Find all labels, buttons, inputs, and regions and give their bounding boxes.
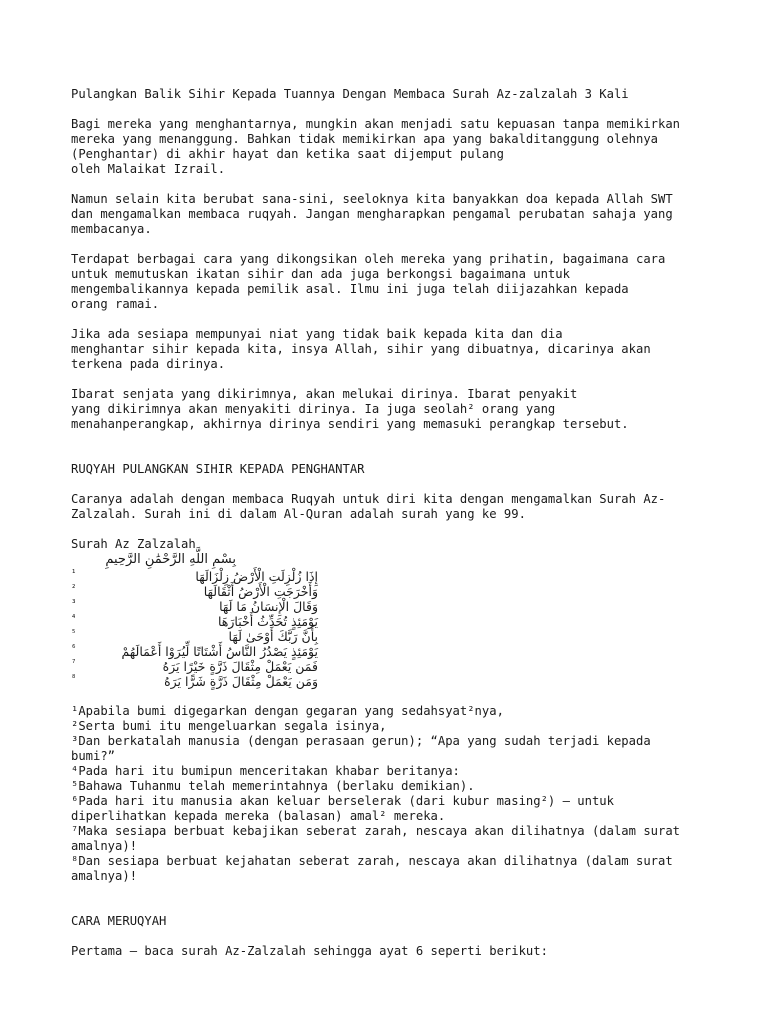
translation-line: diperlihatkan kepada mereka (balasan) amal² mereka. xyxy=(71,809,446,823)
paragraph-line: untuk memutuskan ikatan sihir dan ada juga berkongsi bagaimana untuk xyxy=(71,267,570,281)
paragraph-line: Ibarat senjata yang dikirimnya, akan melukai dirinya. Ibarat penyakit xyxy=(71,387,578,401)
verse-number: ² xyxy=(71,584,77,594)
paragraph-line: yang dikirimnya akan menyakiti dirinya. Ia juga seolah² orang yang xyxy=(71,402,556,416)
paragraph-line: Jika ada sesiapa mempunyai niat yang tidak baik kepada kita dan dia xyxy=(71,327,563,341)
paragraph-4 xyxy=(71,327,711,372)
verse-row xyxy=(71,629,711,644)
translation-line: ⁶Pada hari itu manusia akan keluar berselerak (dari kubur masing²) – untuk xyxy=(71,794,614,808)
paragraph-line: orang ramai. xyxy=(71,297,160,311)
translation-line: ⁷Maka sesiapa berbuat kebajikan seberat zarah, nescaya akan dilihatnya (dalam surat xyxy=(71,824,681,838)
arabic-verses xyxy=(71,569,711,689)
paragraph-2 xyxy=(71,192,711,237)
verse-number: ⁸ xyxy=(71,674,77,684)
verse-arabic-text: يَوْمَئِذٍ يَصْدُرُ النَّاسُ أَشْتَاتًا لِّيُرَوْا أَعْمَالَهُمْ xyxy=(121,644,318,659)
verse-number: ¹ xyxy=(71,569,77,579)
paragraph-line: menahanperangkap, akhirnya dirinya sendiri yang memasuki perangkap tersebut. xyxy=(71,417,629,431)
verse-arabic-text: إِذَا زُلْزِلَتِ الْأَرْضُ زِلْزَالَهَا xyxy=(195,569,318,584)
section-intro xyxy=(71,492,711,522)
document-body xyxy=(71,87,711,959)
paragraph-line: Caranya adalah dengan membaca Ruqyah untuk diri kita dengan mengamalkan Surah Az- xyxy=(71,492,666,506)
translation-line: ⁵Bahawa Tuhanmu telah memerintahnya (berlaku demikian). xyxy=(71,779,475,793)
document-title: Pulangkan Balik Sihir Kepada Tuannya Dengan Membaca Surah Az-zalzalah 3 Kali xyxy=(71,87,629,101)
translation-block xyxy=(71,704,711,884)
verse-arabic-text: بِأَنَّ رَبَّكَ أَوْحَىٰ لَهَا xyxy=(228,629,318,644)
verse-number: ⁷ xyxy=(71,659,77,669)
verse-number: ⁴ xyxy=(71,614,77,624)
paragraph-line: mengembalikannya kepada pemilik asal. Ilmu ini juga telah diijazahkan kepada xyxy=(71,282,629,296)
bismillah-line xyxy=(71,552,711,569)
paragraph-line: Bagi mereka yang menghantarnya, mungkin akan menjadi satu kepuasan tanpa memikirkan xyxy=(71,117,681,131)
translation-line: amalnya)! xyxy=(71,839,138,853)
bismillah-text: بِسْمِ اللَّهِ الرَّحْمَٰنِ الرَّحِيمِ xyxy=(105,552,236,567)
verse-arabic-text: وَقَالَ الْإِنسَانُ مَا لَهَا xyxy=(219,599,318,614)
translation-line: ²Serta bumi itu mengeluarkan segala isinya, xyxy=(71,719,387,733)
paragraph-line: dan mengamalkan membaca ruqyah. Jangan mengharapkan pengamal perubatan sahaja yang xyxy=(71,207,673,221)
paragraph-line: membacanya. xyxy=(71,222,152,236)
section-heading-cara-meruqyah: CARA MERUQYAH xyxy=(71,914,167,928)
verse-row xyxy=(71,614,711,629)
verse-arabic-text: يَوْمَئِذٍ تُحَدِّثُ أَخْبَارَهَا xyxy=(217,614,318,629)
paragraph-line: Namun selain kita berubat sana-sini, seeloknya kita banyakkan doa kepada Allah SWT xyxy=(71,192,673,206)
paragraph-line: oleh Malaikat Izrail. xyxy=(71,162,226,176)
paragraph-5 xyxy=(71,387,711,432)
translation-line: amalnya)! xyxy=(71,869,138,883)
paragraph-line: terkena pada dirinya. xyxy=(71,357,226,371)
paragraph-1 xyxy=(71,117,711,177)
surah-title: Surah Az Zalzalah xyxy=(71,537,196,551)
paragraph-line: Terdapat berbagai cara yang dikongsikan oleh mereka yang prihatin, bagaimana cara xyxy=(71,252,666,266)
section-heading-ruqyah: RUQYAH PULANGKAN SIHIR KEPADA PENGHANTAR xyxy=(71,462,365,476)
paragraph-line: (Penghantar) di akhir hayat dan ketika saat dijemput pulang xyxy=(71,147,504,161)
verse-row xyxy=(71,569,711,584)
verse-row xyxy=(71,644,711,659)
translation-line: ⁴Pada hari itu bumipun menceritakan khabar beritanya: xyxy=(71,764,460,778)
verse-number: ⁵ xyxy=(71,629,77,639)
verse-row xyxy=(71,674,711,689)
verse-arabic-text: وَمَن يَعْمَلْ مِثْقَالَ ذَرَّةٍ شَرًّا يَرَهُ xyxy=(164,674,318,689)
paragraph-3 xyxy=(71,252,711,312)
verse-number: ³ xyxy=(71,599,77,609)
verse-arabic-text: فَمَن يَعْمَلْ مِثْقَالَ ذَرَّةٍ خَيْرًا يَرَهُ xyxy=(162,659,318,674)
verse-row xyxy=(71,659,711,674)
translation-line: ³Dan berkatalah manusia (dengan perasaan gerun); “Apa yang sudah terjadi kepada xyxy=(71,734,651,748)
verse-arabic-text: وَأَخْرَجَتِ الْأَرْضُ أَثْقَالَهَا xyxy=(203,584,318,599)
verse-row xyxy=(71,584,711,599)
paragraph-line: mereka yang menanggung. Bahkan tidak memikirkan apa yang bakalditanggung olehnya xyxy=(71,132,658,146)
translation-line: ⁸Dan sesiapa berbuat kejahatan seberat zarah, nescaya akan dilihatnya (dalam surat xyxy=(71,854,673,868)
paragraph-line: Zalzalah. Surah ini di dalam Al-Quran adalah surah yang ke 99. xyxy=(71,507,526,521)
verse-number: ⁶ xyxy=(71,644,77,654)
translation-line: bumi?” xyxy=(71,749,116,763)
verse-row xyxy=(71,599,711,614)
paragraph-line: menghantar sihir kepada kita, insya Allah, sihir yang dibuatnya, dicarinya akan xyxy=(71,342,651,356)
instruction-line: Pertama – baca surah Az-Zalzalah sehingga ayat 6 seperti berikut: xyxy=(71,944,548,958)
translation-line: ¹Apabila bumi digegarkan dengan gegaran yang sedahsyat²nya, xyxy=(71,704,504,718)
